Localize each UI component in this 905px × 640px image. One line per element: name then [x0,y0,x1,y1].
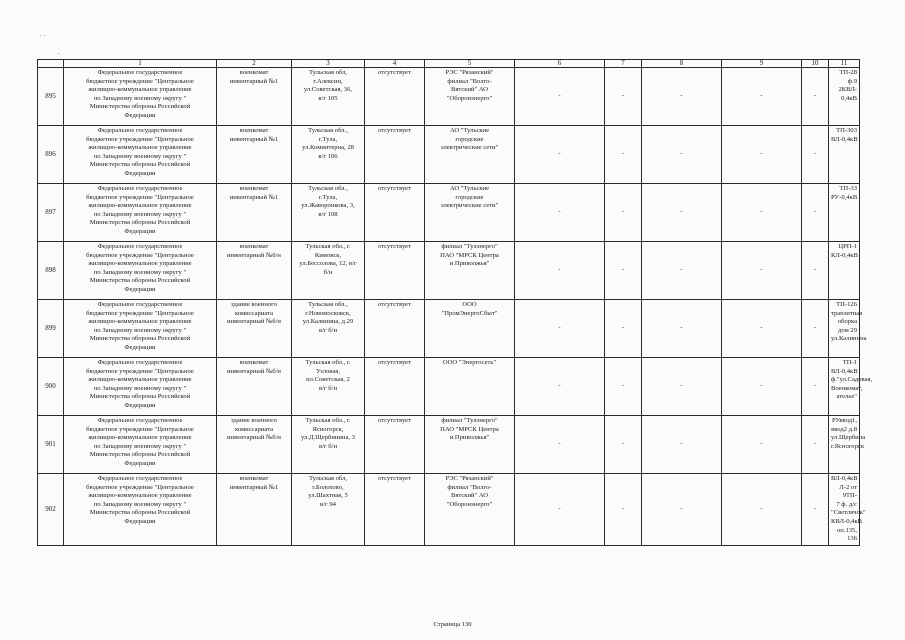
owner-cell-text: Федеральное государственное бюджетное учреждение "Центральное жилищно-коммунальное управление по Западному военному округу " Министерства обороны Российской Федерации [86,475,194,525]
empty-value-cell-text: - [813,440,817,448]
grid-organization-cell-text: АО "Тульские городские электрические сети" [440,185,499,210]
object-cell [217,358,292,416]
column-number: 4 [365,60,425,68]
empty-value-cell [605,126,642,184]
empty-value-cell [642,242,722,300]
empty-value-cell-text: - [760,208,763,216]
empty-value-cell-text: - [680,150,683,158]
empty-value-cell [515,300,605,358]
row-number [38,416,64,474]
grid-organization-cell [425,242,515,300]
column-number: 9 [722,60,802,68]
empty-value-cell-text: - [621,92,625,100]
grid-organization-cell-text: филиал "Тулэнерго" ПАО "МРСК Центра и Приволжья" [440,243,499,268]
row-number [38,184,64,242]
status-cell [365,416,425,474]
address-cell [292,358,365,416]
empty-value-cell [605,416,642,474]
empty-value-cell-text: - [813,505,817,513]
connection-point-cell [829,126,860,184]
empty-value-cell [802,300,829,358]
row-number-text: 900 [45,382,56,391]
row-number-text: 902 [45,505,56,514]
status-cell [365,300,425,358]
empty-value-cell-text: - [621,208,625,216]
empty-value-cell-text: - [760,324,763,332]
owner-cell [64,358,217,416]
address-cell-text: Тульская обл, г.Алексин, ул.Советская, 36, в/г 105 [303,69,353,102]
empty-value-cell-text: - [813,92,817,100]
scan-speck: . [58,48,60,56]
table-row [38,474,860,546]
connection-point-cell [829,474,866,546]
object-cell [217,126,292,184]
table-row [38,126,860,184]
owner-cell [64,474,217,546]
owner-cell [64,300,217,358]
row-number [38,68,64,126]
empty-value-cell-text: - [558,505,561,513]
header-blank-cell [38,60,64,68]
address-cell [292,300,365,358]
owner-cell-text: Федеральное государственное бюджетное учреждение "Центральное жилищно-коммунальное управление по Западному военному округу " Министерства обороны Российской Федерации [86,127,194,177]
object-cell-text: военкомат инвентарный №1 [229,475,279,491]
empty-value-cell-text: - [558,150,561,158]
grid-organization-cell [425,126,515,184]
table-row [38,68,860,126]
object-cell-text: военкомат инвентарный №б/н [227,359,281,375]
empty-value-cell-text: - [813,324,817,332]
empty-value-cell [802,474,829,546]
status-cell [365,242,425,300]
grid-organization-cell [425,300,515,358]
empty-value-cell [605,242,642,300]
row-number-text: 898 [45,266,56,275]
empty-value-cell-text: - [813,266,817,274]
owner-cell [64,126,217,184]
row-number-text: 899 [45,324,56,333]
row-number-text: 896 [45,150,56,159]
empty-value-cell [515,242,605,300]
empty-value-cell [605,68,642,126]
connection-point-cell-text: ТП-126 транзитная оборка дом 29 ул.Калинина [831,301,867,343]
table-row [38,242,860,300]
address-cell [292,184,365,242]
empty-value-cell-text: - [680,505,683,513]
grid-organization-cell [425,474,515,546]
address-cell-text: Тульская обл., г. Узловая, пл.Советская, 2 в/г б/н [305,359,351,392]
grid-organization-cell [425,68,515,126]
owner-cell-text: Федеральное государственное бюджетное учреждение "Центральное жилищно-коммунальное управление по Западному военному округу " Министерства обороны Российской Федерации [86,301,194,351]
object-cell-text: военкомат инвентарный №б/н [227,243,281,259]
grid-organization-cell-text: ООО "Энергосеть" [442,359,497,366]
empty-value-cell-text: - [760,92,763,100]
row-number [38,300,64,358]
row-number [38,474,64,546]
scan-speck: . . [40,30,46,38]
address-cell-text: Тульская обл., г.Тула, ул.Жаворонкова, 3, в/г 108 [301,185,355,218]
empty-value-cell-text: - [760,440,763,448]
address-cell [292,474,365,546]
status-cell-text: отсутствует [378,69,411,76]
status-cell [365,184,425,242]
status-cell [365,358,425,416]
empty-value-cell [642,416,722,474]
grid-organization-cell [425,416,515,474]
object-cell-text: военкомат инвентарный №1 [229,185,279,201]
row-number-text: 895 [45,92,56,101]
empty-value-cell [515,416,605,474]
empty-value-cell [802,126,829,184]
object-cell-text: здание военного комиссариата инвентарный №б/н [227,301,281,326]
row-number [38,126,64,184]
empty-value-cell [802,358,829,416]
owner-cell [64,68,217,126]
grid-organization-cell-text: ООО "ПромЭнергоСбыт" [441,301,498,317]
column-number: 11 [829,60,860,68]
owner-cell [64,184,217,242]
address-cell-text: Тульская обл., г.Тула, ул.Коминтерна, 28 в/г 106 [302,127,354,160]
object-cell-text: здание военного комиссариата инвентарный №б/н [227,417,281,442]
owner-cell-text: Федеральное государственное бюджетное учреждение "Центральное жилищно-коммунальное управление по Западному военному округу " Министерства обороны Российской Федерации [86,417,194,467]
status-cell-text: отсутствует [378,475,411,482]
connection-point-cell [829,416,866,474]
grid-organization-cell-text: РЭС "Рязанский" филиал "Волго- Вятский" АО "Оборонэнерго" [445,69,494,102]
status-cell-text: отсутствует [378,243,411,250]
owner-cell [64,242,217,300]
owner-cell-text: Федеральное государственное бюджетное учреждение "Центральное жилищно-коммунальное управление по Западному военному округу " Министерства обороны Российской Федерации [86,69,194,119]
empty-value-cell-text: - [621,150,625,158]
address-cell-text: Тульская обл., г. Ясногорск, ул.Д.Щербинина, 3 в/г б/н [301,417,355,450]
object-cell [217,300,292,358]
empty-value-cell [722,126,802,184]
empty-value-cell-text: - [558,92,561,100]
register-table [37,59,873,546]
connection-point-cell [829,358,873,416]
grid-organization-cell-text: филиал "Тулэнерго" ПАО "МРСК Центра и Приволжья" [440,417,499,442]
empty-value-cell-text: - [621,505,625,513]
empty-value-cell [605,358,642,416]
status-cell-text: отсутствует [378,301,411,308]
object-cell [217,242,292,300]
address-cell [292,416,365,474]
empty-value-cell-text: - [760,266,763,274]
address-cell [292,242,365,300]
empty-value-cell [642,300,722,358]
connection-point-cell [829,68,860,126]
grid-organization-cell [425,184,515,242]
connection-point-cell-text: ТП-33 РУ-0,4кВ [831,185,858,201]
empty-value-cell-text: - [558,324,561,332]
object-cell [217,184,292,242]
empty-value-cell [802,68,829,126]
connection-point-cell-text: ТП-1 ВЛ-0,4кВ ф."ул.Садовая, Военкомат, ателье" [831,359,873,401]
empty-value-cell-text: - [558,382,561,390]
object-cell [217,68,292,126]
empty-value-cell-text: - [621,324,625,332]
address-cell-text: Тульская обл, г.Болохово, ул.Шахтная, 5 в/г 94 [308,475,348,508]
empty-value-cell-text: - [621,266,625,274]
connection-point-cell [829,242,860,300]
empty-value-cell [642,184,722,242]
empty-value-cell-text: - [813,208,817,216]
table-row [38,358,860,416]
status-cell-text: отсутствует [378,185,411,192]
connection-point-cell-text: ВЛ-0,4кВ Л-2 от 9ТП- 7 ф. д/с "Светлячок" КВЛ-0,4кВ оп.135, 136 [831,475,866,543]
empty-value-cell [515,126,605,184]
status-cell [365,68,425,126]
column-number: 8 [642,60,722,68]
empty-value-cell-text: - [558,440,561,448]
column-number: 1 [64,60,217,68]
empty-value-cell [515,358,605,416]
empty-value-cell [722,184,802,242]
empty-value-cell [722,300,802,358]
empty-value-cell-text: - [558,208,561,216]
grid-organization-cell-text: РЭС "Рязанский" филиал "Волго- Вятский" АО "Оборонэнерго" [445,475,494,508]
page-number: Страница 130 [433,621,472,628]
status-cell [365,474,425,546]
connection-point-cell [829,184,860,242]
empty-value-cell-text: - [680,440,683,448]
status-cell-text: отсутствует [378,359,411,366]
column-number: 5 [425,60,515,68]
row-number-text: 901 [45,440,56,449]
empty-value-cell [722,358,802,416]
empty-value-cell [802,242,829,300]
empty-value-cell [802,184,829,242]
empty-value-cell [722,68,802,126]
empty-value-cell [515,474,605,546]
column-number-row [38,60,860,68]
connection-point-cell-text: ЦРП-1 КЛ-0,4кВ [831,243,858,259]
empty-value-cell-text: - [680,382,683,390]
empty-value-cell-text: - [680,92,683,100]
empty-value-cell-text: - [813,150,817,158]
object-cell-text: военкомат инвентарный №1 [229,127,279,143]
object-cell [217,474,292,546]
row-number [38,242,64,300]
address-cell-text: Тульская обл., г.Новомосковск, ул.Калинина, д.29 в/г б/н [302,301,354,334]
column-number: 3 [292,60,365,68]
status-cell [365,126,425,184]
empty-value-cell-text: - [558,266,561,274]
empty-value-cell-text: - [813,382,817,390]
grid-organization-cell [425,358,515,416]
empty-value-cell-text: - [760,382,763,390]
status-cell-text: отсутствует [378,127,411,134]
empty-value-cell [722,416,802,474]
empty-value-cell-text: - [760,150,763,158]
empty-value-cell-text: - [680,324,683,332]
empty-value-cell-text: - [680,266,683,274]
empty-value-cell [642,68,722,126]
table-row [38,184,860,242]
row-number [38,358,64,416]
empty-value-cell-text: - [760,505,763,513]
empty-value-cell [722,242,802,300]
empty-value-cell [642,126,722,184]
owner-cell-text: Федеральное государственное бюджетное учреждение "Центральное жилищно-коммунальное управление по Западному военному округу " Министерства обороны Российской Федерации [86,359,194,409]
connection-point-cell-text: РУввод1, ввод2 д.8 ул.Щербина г.Ясногорск [831,417,866,450]
column-number: 10 [802,60,829,68]
status-cell-text: отсутствует [378,417,411,424]
address-cell [292,68,365,126]
address-cell-text: Тульская обл., г. Кимовск, ул.Бессолова, 12, в/г б/н [299,243,357,276]
address-cell [292,126,365,184]
empty-value-cell [605,184,642,242]
connection-point-cell-text: ТП-303 ВЛ-0,4кВ [831,127,858,143]
empty-value-cell [515,68,605,126]
empty-value-cell-text: - [680,208,683,216]
empty-value-cell-text: - [621,440,625,448]
column-number: 7 [605,60,642,68]
owner-cell [64,416,217,474]
object-cell-text: военкомат инвентарный №1 [229,69,279,85]
empty-value-cell [605,300,642,358]
empty-value-cell [642,358,722,416]
empty-value-cell [642,474,722,546]
connection-point-cell-text: ТП-28 ф.9 2КВЛ- 0,4кВ [838,69,857,102]
column-number: 2 [217,60,292,68]
grid-organization-cell-text: АО "Тульские городские электрические сети" [440,127,499,152]
empty-value-cell-text: - [621,382,625,390]
row-number-text: 897 [45,208,56,217]
object-cell [217,416,292,474]
empty-value-cell [605,474,642,546]
owner-cell-text: Федеральное государственное бюджетное учреждение "Центральное жилищно-коммунальное управление по Западному военному округу " Министерства обороны Российской Федерации [86,243,194,293]
owner-cell-text: Федеральное государственное бюджетное учреждение "Центральное жилищно-коммунальное управление по Западному военному округу " Министерства обороны Российской Федерации [86,185,194,235]
empty-value-cell [802,416,829,474]
table-row [38,416,860,474]
column-number: 6 [515,60,605,68]
table-row [38,300,860,358]
empty-value-cell [515,184,605,242]
empty-value-cell [722,474,802,546]
connection-point-cell [829,300,867,358]
